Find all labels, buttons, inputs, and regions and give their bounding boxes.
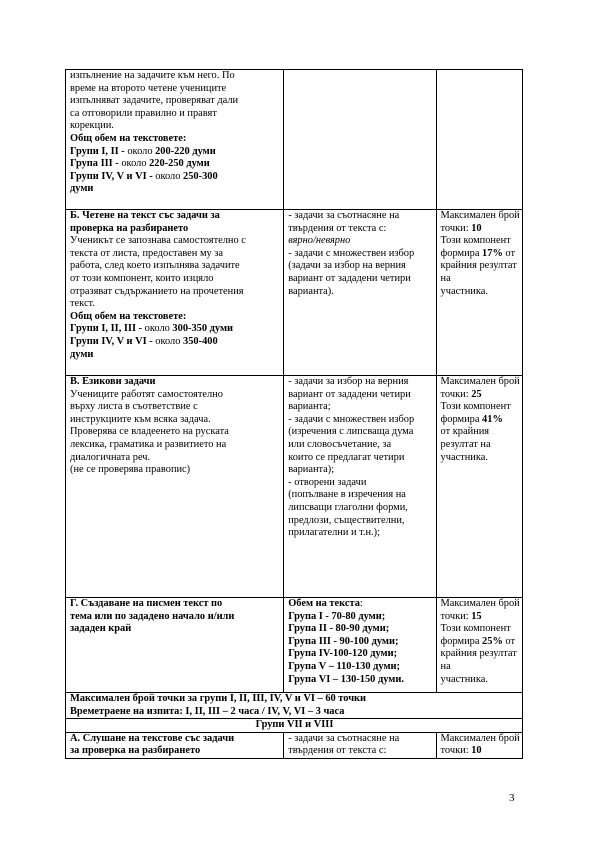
- row1-volume-line: Групи I, II - около 200-220 думи: [70, 145, 216, 157]
- row1-volume-line: Групи IV, V и VI - около 250-300: [70, 170, 218, 182]
- row3-text-line: (не се проверява правопис): [70, 464, 191, 476]
- row4-volume-line: Група VI – 130-150 думи.: [288, 673, 404, 685]
- row3-points-line: от крайния: [440, 426, 490, 438]
- section-a-title: за проверка на разбирането: [70, 745, 201, 757]
- row2-description-cell: [66, 210, 284, 376]
- row3-task-line: които се предлагат четири: [288, 451, 405, 463]
- row1-volume-line: думи: [70, 183, 94, 195]
- row5-points-line: точки: 10: [440, 745, 482, 757]
- row3-points-cell: [436, 376, 522, 598]
- table-row: [66, 376, 523, 598]
- row5-max-points: 10: [471, 745, 482, 757]
- row1-text-line: са отговорили правилно и правят: [70, 107, 217, 119]
- row2-task-italic: вярно/невярно: [288, 235, 351, 247]
- row4-points-line: формира 25% от: [440, 635, 516, 647]
- row2-volume-line: думи: [70, 348, 94, 360]
- row4-volume-line: Група IV-100-120 думи;: [288, 648, 398, 660]
- row4-volume-line: Група V – 110-130 думи;: [288, 660, 400, 672]
- row4-percent: 25%: [482, 635, 503, 647]
- summary-cell: [66, 693, 523, 719]
- row3-points-line: формира 41%: [440, 413, 503, 425]
- row3-text-line: Учениците работят самостоятелно: [70, 388, 223, 400]
- summary-duration: Времетраене на изпита: I, II, III – 2 часа / IV, V, VI – 3 часа: [70, 705, 345, 717]
- groups-header-row: [66, 719, 523, 733]
- row2-points-line: Този компонент: [440, 235, 511, 247]
- row4-tasks-cell: [284, 598, 436, 693]
- row2-volume-line: Групи I, II, III - около 300-350 думи: [70, 323, 234, 335]
- row3-task-line: (попълване в изречения на: [288, 489, 406, 501]
- row3-task-line: варианта;: [288, 401, 331, 413]
- row3-points-line: Този компонент: [440, 401, 511, 413]
- row3-task-line: вариант от зададени четири: [288, 388, 411, 400]
- row5-tasks-cell: [284, 732, 436, 758]
- row2-text-line: работа, след което изпълнява задачите: [70, 260, 240, 272]
- row3-task-line: липсващи глаголни форми,: [288, 501, 408, 513]
- row2-task-line: варианта).: [288, 285, 334, 297]
- section-b-title: Б. Четене на текст със задачи за: [70, 210, 220, 221]
- row3-task-line: - задачи с множествен избор: [288, 413, 415, 425]
- row3-description-cell: [66, 376, 284, 598]
- row2-text-line: от този компонент, които изцяло: [70, 272, 214, 284]
- row4-points-line: Този компонент: [440, 623, 511, 635]
- row4-points-line: на: [440, 660, 451, 672]
- row4-volume-line: Група II - 80-90 думи;: [288, 623, 390, 635]
- row5-description-cell: [66, 732, 284, 758]
- table-row: [66, 210, 523, 376]
- row2-volume-line: Групи IV, V и VI - около 350-400: [70, 335, 218, 347]
- row3-tasks-cell: [284, 376, 436, 598]
- row4-volume-line: Група I - 70-80 думи;: [288, 610, 386, 622]
- summary-max-points: Максимален брой точки за групи I, II, III, IV, V и VI – 60 точки: [70, 693, 367, 704]
- row1-points-cell: [436, 70, 522, 210]
- row3-text-line: Проверява се владеенето на руската: [70, 426, 229, 438]
- row2-text-line: текста от листа, предоставен му за: [70, 247, 224, 259]
- row5-task-line: - задачи за съотнасяне на: [288, 732, 400, 744]
- row2-task-line: твърдения от текста с:: [288, 222, 387, 234]
- row2-points-line: формира 17% от: [440, 247, 516, 259]
- exam-structure-table: [65, 69, 523, 759]
- row2-points-cell: [436, 210, 522, 376]
- row3-task-line: или словосъчетание, за: [288, 438, 392, 450]
- row4-volume-line: Група III - 90-100 думи;: [288, 635, 399, 647]
- row5-task-line: твърдения от текста с:: [288, 745, 387, 757]
- section-b-title: проверка на разбирането: [70, 222, 189, 234]
- table-row: [66, 70, 523, 210]
- row1-text-line: изпълняват задачите, проверяват дали: [70, 95, 239, 107]
- page-number: 3: [509, 792, 515, 804]
- row2-volume-heading: Общ обем на текстовете:: [70, 310, 187, 322]
- row4-description-cell: [66, 598, 284, 693]
- row3-task-line: варианта);: [288, 464, 335, 476]
- row2-text-line: отразяват съдържанието на прочетения: [70, 285, 244, 297]
- row2-points-line: участника.: [440, 285, 488, 297]
- table-row: [66, 598, 523, 693]
- section-a-title: А. Слушане на текстове със задачи: [70, 732, 235, 744]
- row3-points-line: точки: 25: [440, 388, 482, 400]
- row1-description-cell: [66, 70, 284, 210]
- row3-text-line: върху листа в съответствие с: [70, 401, 198, 413]
- row3-percent: 41%: [482, 413, 503, 425]
- row4-points-line: Максимален брой: [440, 598, 520, 609]
- summary-row: [66, 693, 523, 719]
- row4-points-line: крайния резултат: [440, 648, 517, 660]
- row2-task-line: - задачи с множествен избор: [288, 247, 415, 259]
- row5-points-line: Максимален брой: [440, 732, 520, 744]
- row1-text-line: изпълнение на задачите към него. По: [70, 70, 235, 81]
- row4-max-points: 15: [471, 610, 482, 622]
- row2-points-line: крайния резултат: [440, 260, 517, 272]
- row1-volume-line: Група III - около 220-250 думи: [70, 158, 210, 170]
- row3-text-line: лексика, граматика и развитието на: [70, 438, 227, 450]
- row4-points-cell: [436, 598, 522, 693]
- section-g-title: тема или по зададено начало и/или: [70, 610, 235, 622]
- row2-points-line: точки: 10: [440, 222, 482, 234]
- row2-task-line: вариант от зададени четири: [288, 272, 411, 284]
- row1-volume-heading: Общ обем на текстовете:: [70, 132, 187, 144]
- row4-points-line: участника.: [440, 673, 488, 685]
- row3-points-line: участника.: [440, 451, 488, 463]
- row3-max-points: 25: [471, 388, 482, 400]
- row2-points-line: Максимален брой: [440, 210, 520, 221]
- row3-points-line: Максимален брой: [440, 376, 520, 387]
- row3-task-line: (изречения с липсваща дума: [288, 426, 414, 438]
- row3-task-line: предлози, съществителни,: [288, 514, 405, 526]
- row3-task-line: прилагателни и т.н.);: [288, 527, 380, 539]
- row3-text-line: диалогичната реч.: [70, 451, 151, 463]
- row1-text-line: корекции.: [70, 120, 114, 132]
- row3-text-line: инструкциите към всяка задача.: [70, 413, 211, 425]
- row3-task-line: - задачи за избор на верния: [288, 376, 409, 387]
- row3-points-line: резултат на: [440, 438, 491, 450]
- row4-points-line: точки: 15: [440, 610, 482, 622]
- row2-percent: 17%: [482, 247, 503, 259]
- table-row: [66, 732, 523, 758]
- section-g-title: Г. Създаване на писмен текст по: [70, 598, 223, 609]
- row4-volume-heading: Обем на текста:: [288, 598, 363, 609]
- row2-text-line: текст.: [70, 298, 95, 310]
- section-v-title: В. Езикови задачи: [70, 376, 156, 387]
- row2-points-line: на: [440, 272, 451, 284]
- row1-tasks-cell: [284, 70, 436, 210]
- section-g-title: зададен край: [70, 623, 132, 635]
- row2-text-line: Ученикът се запознава самостоятелно с: [70, 235, 246, 247]
- row5-points-cell: [436, 732, 522, 758]
- row2-max-points: 10: [471, 222, 482, 234]
- row2-tasks-cell: [284, 210, 436, 376]
- groups-header: Групи VII и VIII: [66, 719, 523, 733]
- row2-task-line: (задачи за избор на верния: [288, 260, 406, 272]
- row3-task-line: - отворени задачи: [288, 476, 367, 488]
- row1-text-line: време на второто четене учениците: [70, 82, 227, 94]
- row2-task-line: - задачи за съотнасяне на: [288, 210, 400, 221]
